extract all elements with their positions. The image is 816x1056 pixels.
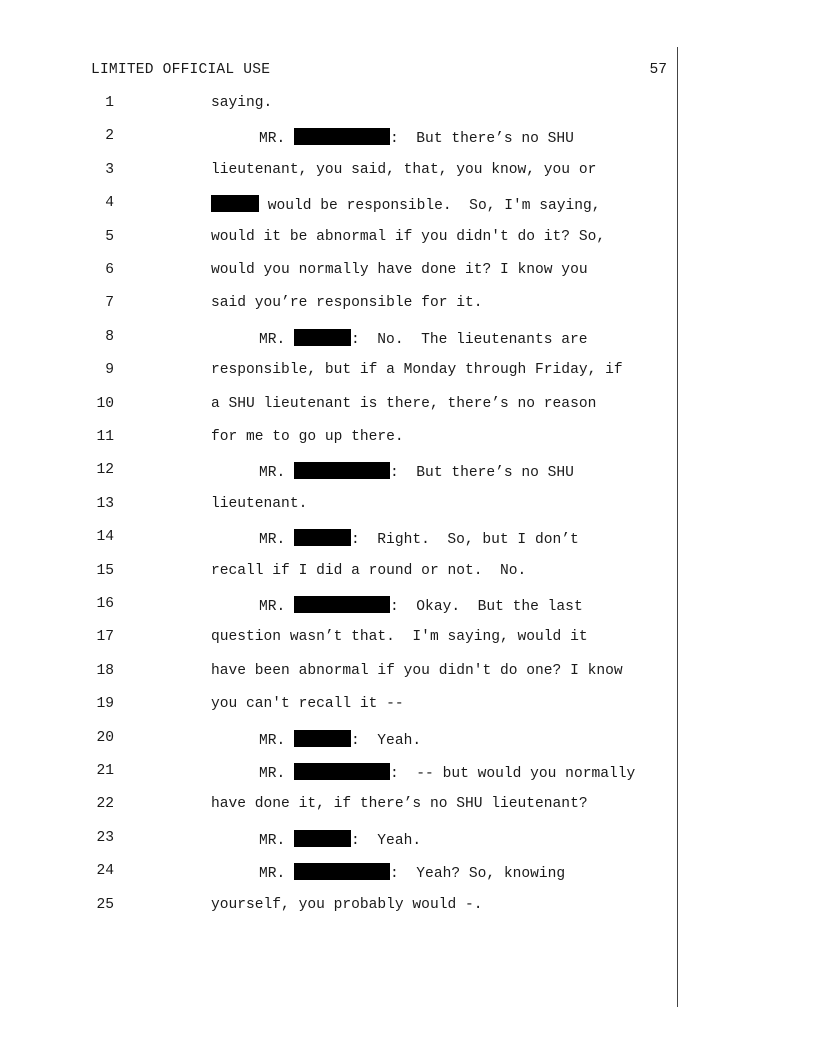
text-segment: : Yeah? So, knowing — [390, 866, 566, 883]
line-number: 12 — [96, 462, 114, 479]
line-number: 19 — [96, 696, 114, 713]
text-segment: saying. — [211, 95, 273, 111]
line-text — [259, 863, 565, 882]
line-text — [211, 362, 623, 378]
line-number: 6 — [105, 262, 114, 278]
text-segment: would be responsible. So, I'm saying, — [259, 198, 601, 215]
text-segment: MR. — [259, 866, 295, 883]
redaction-block — [294, 462, 390, 479]
text-segment: MR. — [259, 532, 295, 549]
line-number: 5 — [105, 228, 114, 245]
text-segment: have done it, if there’s no SHU lieutenant? — [211, 796, 588, 813]
line-number: 24 — [96, 863, 114, 880]
line-number: 8 — [105, 328, 114, 345]
line-text — [259, 529, 579, 548]
text-segment: : -- but would you normally — [390, 766, 636, 782]
line-number: 14 — [96, 529, 114, 546]
line-text — [211, 195, 601, 214]
line-text — [259, 596, 583, 615]
line-text — [259, 128, 574, 147]
line-text — [259, 730, 421, 749]
redaction-block — [294, 763, 390, 780]
line-text — [211, 496, 307, 512]
line-text — [211, 396, 596, 412]
text-segment: MR. — [259, 732, 295, 749]
text-segment: question wasn’t that. I'm saying, would it — [211, 629, 588, 646]
text-segment: MR. — [259, 465, 295, 482]
text-segment: would it be abnormal if you didn't do it? So, — [211, 228, 606, 245]
line-text — [211, 295, 483, 311]
line-text — [259, 763, 635, 782]
text-segment: responsible, but if a Monday through Friday, if — [211, 362, 623, 379]
redaction-block — [294, 863, 390, 880]
line-text — [259, 830, 421, 849]
line-text — [211, 563, 526, 579]
text-segment: : But there’s no SHU — [390, 131, 574, 148]
text-segment: : But there’s no SHU — [390, 465, 574, 482]
redaction-block — [211, 195, 259, 212]
text-segment: for me to go up there. — [211, 429, 404, 445]
line-number: 4 — [105, 195, 114, 212]
line-number: 17 — [96, 629, 114, 646]
line-number: 9 — [105, 362, 114, 379]
line-number: 21 — [96, 763, 114, 779]
text-segment: : Right. So, but I don’t — [351, 532, 579, 549]
text-segment: lieutenant, you said, that, you know, you or — [211, 161, 597, 178]
line-number: 18 — [96, 662, 114, 679]
line-text — [259, 329, 588, 348]
text-segment: MR. — [259, 331, 295, 348]
line-text — [211, 229, 605, 245]
right-margin-rule — [677, 47, 678, 1007]
redaction-block — [294, 529, 351, 546]
redaction-block — [294, 596, 390, 613]
text-segment: would you normally have done it? I know you — [211, 262, 588, 278]
line-text — [211, 629, 588, 645]
redaction-block — [294, 830, 351, 847]
line-number: 25 — [96, 896, 114, 913]
line-text — [211, 796, 588, 812]
line-text — [211, 162, 596, 178]
text-segment: MR. — [259, 832, 295, 849]
text-segment: : No. The lieutenants are — [351, 331, 588, 348]
redaction-block — [294, 329, 351, 346]
text-segment: MR. — [259, 131, 295, 148]
line-number: 7 — [105, 295, 114, 312]
line-number: 23 — [96, 829, 114, 846]
text-segment: lieutenant. — [211, 495, 308, 512]
line-number: 10 — [96, 395, 114, 412]
text-segment: have been abnormal if you didn't do one? I know — [211, 662, 623, 679]
text-segment: MR. — [259, 766, 295, 782]
text-segment: a SHU lieutenant is there, there’s no reason — [211, 395, 597, 412]
line-text — [211, 696, 404, 712]
line-number: 2 — [105, 128, 114, 145]
line-text — [211, 897, 483, 913]
line-number: 1 — [105, 95, 114, 111]
line-number: 15 — [96, 562, 114, 579]
line-number: 20 — [96, 729, 114, 746]
line-text — [211, 663, 623, 679]
line-number: 22 — [96, 796, 114, 813]
line-text — [211, 95, 272, 111]
page-number: 57 — [649, 62, 667, 78]
line-text — [259, 462, 574, 481]
text-segment: : Yeah. — [351, 832, 422, 849]
redaction-block — [294, 730, 351, 747]
text-segment: said you’re responsible for it. — [211, 295, 483, 312]
line-text — [211, 429, 404, 445]
text-segment: : Okay. But the last — [390, 599, 583, 615]
text-segment: you can't recall it -- — [211, 696, 404, 713]
line-text — [211, 262, 588, 278]
text-segment: : Yeah. — [351, 732, 422, 749]
line-number: 3 — [105, 161, 114, 178]
text-segment: recall if I did a round or not. No. — [211, 562, 527, 579]
text-segment: yourself, you probably would -. — [211, 896, 483, 913]
classification-header: LIMITED OFFICIAL USE — [91, 62, 271, 78]
line-number: 11 — [96, 429, 114, 445]
text-segment: MR. — [259, 599, 295, 615]
redaction-block — [294, 128, 390, 145]
line-number: 13 — [96, 495, 114, 512]
line-number: 16 — [96, 596, 114, 612]
